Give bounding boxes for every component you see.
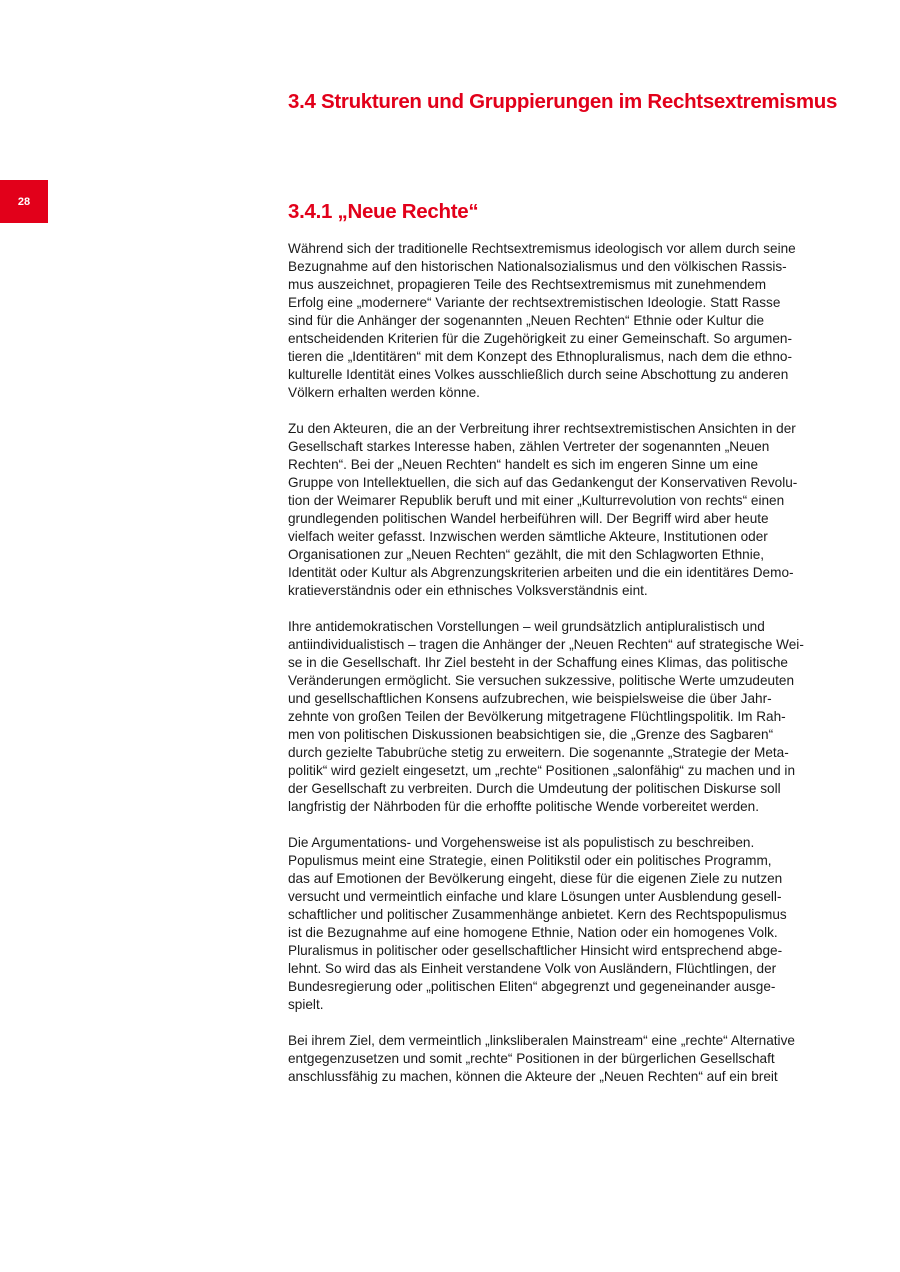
- text-line: kratieverständnis oder ein ethnisches Volksverständnis eint.: [288, 583, 648, 598]
- text-line: Bezugnahme auf den historischen Nationalsozialismus und den völkischen Rassis-: [288, 259, 787, 274]
- text-line: ist die Bezugnahme auf eine homogene Ethnie, Nation oder ein homogenes Volk.: [288, 925, 778, 940]
- text-line: vielfach weiter gefasst. Inzwischen werden sämtliche Akteure, Institutionen oder: [288, 529, 768, 544]
- text-line: men von politischen Diskussionen beabsichtigen sie, die „Grenze des Sagbaren“: [288, 727, 774, 742]
- text-line: grundlegenden politischen Wandel herbeiführen will. Der Begriff wird aber heute: [288, 511, 769, 526]
- text-line: se in die Gesellschaft. Ihr Ziel besteht in der Schaffung eines Klimas, das politische: [288, 655, 788, 670]
- text-line: Bundesregierung oder „politischen Eliten“ abgegrenzt und gegeneinander ausge-: [288, 979, 776, 994]
- text-line: kulturelle Identität eines Volkes ausschließlich durch seine Abschottung zu anderen: [288, 367, 789, 382]
- paragraph-5: [288, 1032, 848, 1086]
- text-line: tieren die „Identitären“ mit dem Konzept des Ethnopluralismus, nach dem die ethno-: [288, 349, 792, 364]
- text-line: Organisationen zur „Neuen Rechten“ gezählt, die mit den Schlagworten Ethnie,: [288, 547, 765, 562]
- text-line: und gesellschaftlichen Konsens aufzubrechen, wie beispielsweise die über Jahr-: [288, 691, 772, 706]
- text-line: Bei ihrem Ziel, dem vermeintlich „linksliberalen Mainstream“ eine „rechte“ Alternative: [288, 1033, 795, 1048]
- text-line: schaftlicher und politischer Zusammenhänge anbietet. Kern des Rechtspopulismus: [288, 907, 787, 922]
- text-line: Ihre antidemokratischen Vorstellungen – weil grundsätzlich antipluralistisch und: [288, 619, 765, 634]
- paragraph-3: [288, 618, 848, 816]
- text-line: Völkern erhalten werden könne.: [288, 385, 480, 400]
- text-line: spielt.: [288, 997, 324, 1012]
- text-line: anschlussfähig zu machen, können die Akteure der „Neuen Rechten“ auf ein breit: [288, 1069, 778, 1084]
- text-line: Zu den Akteuren, die an der Verbreitung ihrer rechtsextremistischen Ansichten in der: [288, 421, 796, 436]
- paragraph-1: [288, 240, 848, 402]
- text-line: versucht und vermeintlich einfache und klare Lösungen unter Ausblendung gesell-: [288, 889, 782, 904]
- page-number-tab: [0, 180, 48, 223]
- paragraph-4: [288, 834, 848, 1014]
- text-line: zehnte von großen Teilen der Bevölkerung mitgetragene Flüchtlingspolitik. Im Rah-: [288, 709, 786, 724]
- text-line: mus auszeichnet, propagieren Teile des Rechtsextremismus mit zunehmendem: [288, 277, 767, 292]
- text-line: Während sich der traditionelle Rechtsextremismus ideologisch vor allem durch seine: [288, 241, 796, 256]
- text-line: Gesellschaft starkes Interesse haben, zählen Vertreter der sogenannten „Neuen: [288, 439, 770, 454]
- text-line: sind für die Anhänger der sogenannten „Neuen Rechten“ Ethnie oder Kultur die: [288, 313, 765, 328]
- page-number: 28: [17, 195, 31, 208]
- text-line: antiindividualistisch – tragen die Anhänger der „Neuen Rechten“ auf strategische Wei-: [288, 637, 804, 652]
- subsection-title: 3.4.1 „Neue Rechte“: [288, 200, 479, 223]
- text-line: der Gesellschaft zu verbreiten. Durch die Umdeutung der politischen Diskurse soll: [288, 781, 781, 796]
- text-line: Pluralismus in politischer oder gesellschaftlicher Hinsicht wird entsprechend abge-: [288, 943, 783, 958]
- text-line: langfristig der Nährboden für die erhoffte politische Wende vorbereitet werden.: [288, 799, 760, 814]
- section-title: 3.4 Strukturen und Gruppierungen im Rechtsextremismus: [288, 90, 838, 113]
- text-line: tion der Weimarer Republik beruft und mit einer „Kulturrevolution von rechts“ einen: [288, 493, 785, 508]
- text-line: politik“ wird gezielt eingesetzt, um „rechte“ Positionen „salonfähig“ zu machen und in: [288, 763, 795, 778]
- text-line: das auf Emotionen der Bevölkerung eingeht, diese für die eigenen Ziele zu nutzen: [288, 871, 783, 886]
- text-line: Gruppe von Intellektuellen, die sich auf das Gedankengut der Konservativen Revolu-: [288, 475, 798, 490]
- text-line: Populismus meint eine Strategie, einen Politikstil oder ein politisches Programm,: [288, 853, 772, 868]
- text-line: entgegenzusetzen und somit „rechte“ Positionen in der bürgerlichen Gesellschaft: [288, 1051, 775, 1066]
- text-line: entscheidenden Kriterien für die Zugehörigkeit zu einer Gemeinschaft. So argumen-: [288, 331, 793, 346]
- text-line: Rechten“. Bei der „Neuen Rechten“ handelt es sich im engeren Sinne um eine: [288, 457, 759, 472]
- text-line: lehnt. So wird das als Einheit verstandene Volk von Ausländern, Flüchtlingen, der: [288, 961, 777, 976]
- body-text: [288, 240, 848, 1104]
- text-line: Die Argumentations- und Vorgehensweise ist als populistisch zu beschreiben.: [288, 835, 755, 850]
- text-line: Identität oder Kultur als Abgrenzungskriterien arbeiten und die ein identitäres Demo-: [288, 565, 794, 580]
- text-line: Erfolg eine „modernere“ Variante der rechtsextremistischen Ideologie. Statt Rasse: [288, 295, 781, 310]
- text-line: Veränderungen ermöglicht. Sie versuchen sukzessive, politische Werte umzudeuten: [288, 673, 795, 688]
- text-line: durch gezielte Tabubrüche stetig zu erweitern. Die sogenannte „Strategie der Meta-: [288, 745, 789, 760]
- paragraph-2: [288, 420, 848, 600]
